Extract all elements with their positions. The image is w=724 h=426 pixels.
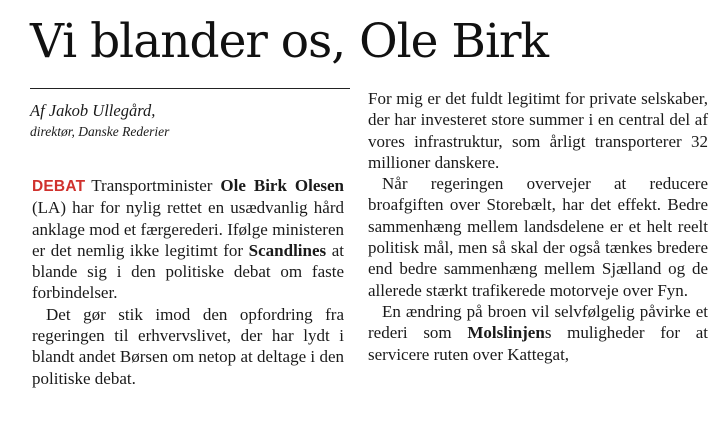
right-paragraph-2: Når regeringen overvejer at reducere broafgiften over Storebælt, har det effekt. Bedre sammenhæng mellem landsdelene er et helt reelt politisk mål, men så skal der også tænkes bredere end bedre sammenhæng mellem Sjælland og de allerede stærkt trafikerede motorveje over Fyn. — [368, 174, 708, 300]
byline-role: direktør, Danske Rederier — [30, 124, 170, 139]
text-span: En ændring på broen vil selvfølgelig påvirke et rederi som — [368, 301, 708, 343]
headline: Vi blander os, Ole Birk — [30, 14, 548, 69]
byline-author: Af Jakob Ullegård, — [30, 101, 156, 120]
bold-name-scandlines: Scandlines — [248, 240, 327, 260]
article-column-right — [368, 88, 708, 365]
bold-name-ole-birk: Ole Birk Olesen — [220, 176, 344, 195]
left-paragraph-1 — [32, 175, 344, 304]
bold-name-molslinjen: Molslinjen — [467, 323, 545, 343]
right-paragraph-1: For mig er det fuldt legitimt for private selskaber, der har investeret store summer i en central del af vores infrastruktur, som årligt transporterer 32 millioner danskere. — [368, 89, 708, 172]
article-column-left — [32, 175, 344, 389]
section-kicker: DEBAT — [32, 178, 86, 195]
headline-divider — [30, 88, 350, 89]
text-span: at blande sig i den politiske debat om faste forbindelser. — [32, 240, 344, 303]
right-paragraph-3 — [368, 301, 708, 365]
byline — [30, 100, 169, 142]
text-span: (LA) har for nylig rettet en usædvanlig hård anklage mod et færgerederi. Ifølge ministeren er det nemlig ikke legitimt for — [32, 198, 344, 260]
left-paragraph-2: Det gør stik imod den opfordring fra regeringen til erhvervslivet, der har lydt i blandt andet Børsen om netop at deltage i den politiske debat. — [32, 304, 344, 388]
text-span: Transportminister — [91, 176, 221, 195]
text-span: s muligheder for at servicere ruten over Kattegat, — [368, 323, 708, 364]
